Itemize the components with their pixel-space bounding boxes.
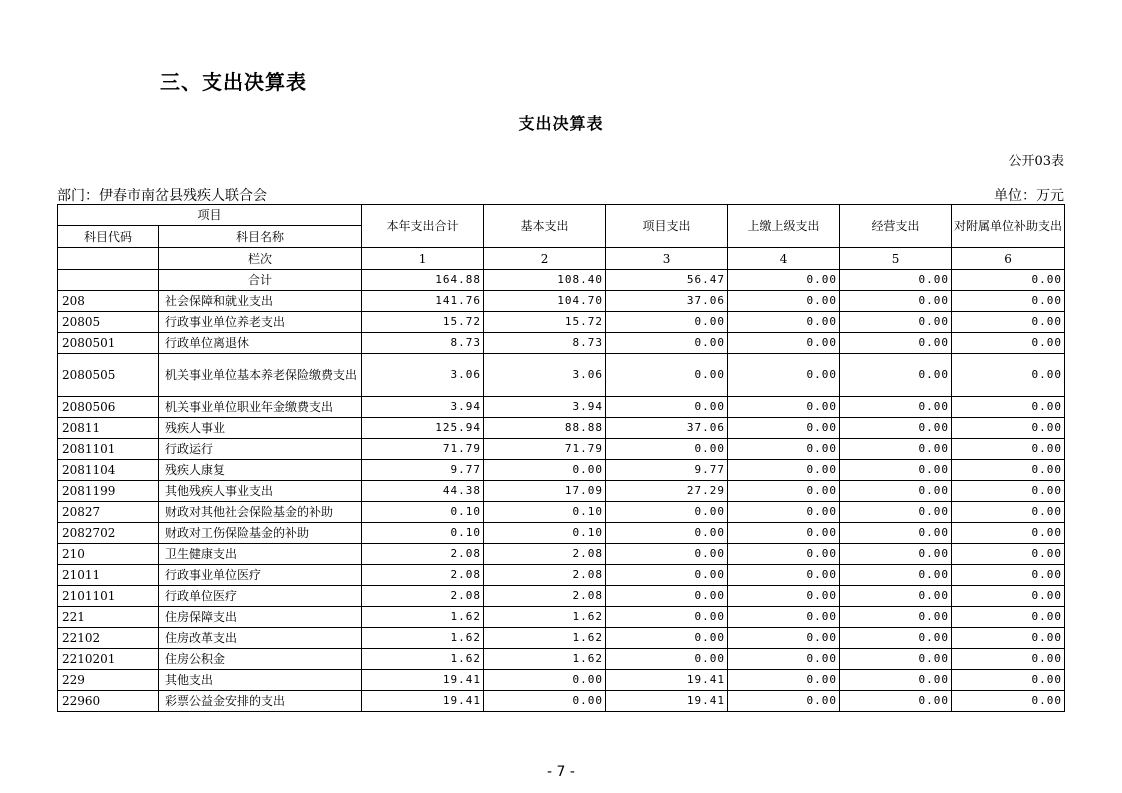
value-cell: 19.41 — [362, 670, 484, 691]
table-row — [58, 481, 1065, 502]
value-cell: 0.00 — [840, 354, 952, 397]
value-cell: 0.00 — [606, 607, 728, 628]
subject-name-cell: 卫生健康支出 — [159, 544, 362, 565]
value-cell: 3.06 — [362, 354, 484, 397]
value-cell: 0.00 — [606, 312, 728, 333]
value-cell: 37.06 — [606, 418, 728, 439]
value-cell: 0.00 — [952, 354, 1065, 397]
value-cell: 1.62 — [362, 607, 484, 628]
subject-name-cell: 行政运行 — [159, 439, 362, 460]
unit-label: 单位：万元 — [994, 188, 1064, 204]
value-cell: 0.00 — [606, 354, 728, 397]
subject-name-cell: 行政事业单位养老支出 — [159, 312, 362, 333]
value-cell: 0.00 — [952, 691, 1065, 712]
header-col-6: 对附属单位补助支出 — [952, 205, 1065, 248]
department-label: 部门：伊春市南岔县残疾人联合会 — [57, 188, 267, 204]
value-cell: 0.00 — [728, 691, 840, 712]
value-cell: 0.00 — [952, 291, 1065, 312]
total-value: 56.47 — [606, 270, 728, 291]
subject-name-cell: 社会保障和就业支出 — [159, 291, 362, 312]
subject-name-cell: 财政对工伤保险基金的补助 — [159, 523, 362, 544]
value-cell: 0.00 — [728, 397, 840, 418]
header-col-5: 经营支出 — [840, 205, 952, 248]
value-cell: 0.00 — [840, 481, 952, 502]
value-cell: 104.70 — [484, 291, 606, 312]
subject-code-cell: 2080501 — [58, 333, 159, 354]
value-cell: 0.00 — [728, 481, 840, 502]
header-col-1: 本年支出合计 — [362, 205, 484, 248]
value-cell: 0.00 — [728, 523, 840, 544]
value-cell: 0.00 — [952, 481, 1065, 502]
value-cell: 37.06 — [606, 291, 728, 312]
table-row — [58, 607, 1065, 628]
table-row — [58, 291, 1065, 312]
value-cell: 0.00 — [606, 439, 728, 460]
value-cell: 0.00 — [484, 691, 606, 712]
value-cell: 0.00 — [728, 586, 840, 607]
subject-code-cell: 2081101 — [58, 439, 159, 460]
subject-name-cell: 财政对其他社会保险基金的补助 — [159, 502, 362, 523]
value-cell: 44.38 — [362, 481, 484, 502]
value-cell: 0.00 — [952, 397, 1065, 418]
table-row — [58, 354, 1065, 397]
value-cell: 0.00 — [952, 565, 1065, 586]
total-value: 164.88 — [362, 270, 484, 291]
subject-name-cell: 住房公积金 — [159, 649, 362, 670]
value-cell: 0.00 — [840, 333, 952, 354]
subject-name-cell: 行政单位医疗 — [159, 586, 362, 607]
value-cell: 0.00 — [728, 312, 840, 333]
value-cell: 0.00 — [840, 523, 952, 544]
col-number-4: 4 — [728, 248, 840, 270]
header-item: 项目 — [58, 205, 362, 226]
value-cell: 0.00 — [840, 418, 952, 439]
subject-name-cell: 残疾人事业 — [159, 418, 362, 439]
value-cell: 0.10 — [362, 502, 484, 523]
table-row — [58, 544, 1065, 565]
col-number-3: 3 — [606, 248, 728, 270]
header-row-index: 栏次 — [159, 248, 362, 270]
value-cell: 0.00 — [728, 649, 840, 670]
header-col-3: 项目支出 — [606, 205, 728, 248]
value-cell: 0.00 — [840, 691, 952, 712]
value-cell: 3.94 — [362, 397, 484, 418]
table-row — [58, 418, 1065, 439]
value-cell: 0.00 — [840, 291, 952, 312]
value-cell: 0.00 — [606, 523, 728, 544]
value-cell: 0.00 — [728, 418, 840, 439]
value-cell: 0.00 — [840, 460, 952, 481]
section-title: 三、支出决算表 — [160, 70, 307, 94]
value-cell: 2.08 — [484, 544, 606, 565]
total-value: 108.40 — [484, 270, 606, 291]
value-cell: 0.00 — [952, 670, 1065, 691]
subject-code-cell: 22102 — [58, 628, 159, 649]
subject-code-cell: 208 — [58, 291, 159, 312]
value-cell: 0.00 — [728, 291, 840, 312]
value-cell: 0.00 — [606, 544, 728, 565]
value-cell: 0.00 — [484, 670, 606, 691]
col-number-1: 1 — [362, 248, 484, 270]
value-cell: 125.94 — [362, 418, 484, 439]
subject-code-cell: 2080505 — [58, 354, 159, 397]
value-cell: 0.00 — [728, 565, 840, 586]
value-cell: 0.00 — [728, 460, 840, 481]
value-cell: 71.79 — [484, 439, 606, 460]
value-cell: 0.00 — [952, 460, 1065, 481]
value-cell: 2.08 — [362, 565, 484, 586]
value-cell: 0.00 — [952, 586, 1065, 607]
subject-name-cell: 机关事业单位基本养老保险缴费支出 — [159, 354, 362, 397]
value-cell: 0.00 — [728, 607, 840, 628]
value-cell: 0.00 — [840, 439, 952, 460]
value-cell: 2.08 — [484, 586, 606, 607]
value-cell: 0.00 — [952, 502, 1065, 523]
subject-code-cell: 2101101 — [58, 586, 159, 607]
subject-code-cell: 2081199 — [58, 481, 159, 502]
value-cell: 0.00 — [952, 333, 1065, 354]
value-cell: 0.00 — [952, 544, 1065, 565]
value-cell: 9.77 — [606, 460, 728, 481]
subject-name-cell: 其他残疾人事业支出 — [159, 481, 362, 502]
subject-name-cell: 住房改革支出 — [159, 628, 362, 649]
value-cell: 19.41 — [362, 691, 484, 712]
subject-code-cell: 2082702 — [58, 523, 159, 544]
value-cell: 1.62 — [484, 649, 606, 670]
subject-code-cell: 2081104 — [58, 460, 159, 481]
subject-code-cell: 20827 — [58, 502, 159, 523]
value-cell: 141.76 — [362, 291, 484, 312]
value-cell: 71.79 — [362, 439, 484, 460]
total-label: 合计 — [159, 270, 362, 291]
table-row — [58, 312, 1065, 333]
value-cell: 1.62 — [362, 628, 484, 649]
subject-code-cell: 21011 — [58, 565, 159, 586]
subject-name-cell: 行政单位离退休 — [159, 333, 362, 354]
value-cell: 0.00 — [728, 628, 840, 649]
table-row — [58, 649, 1065, 670]
value-cell: 3.06 — [484, 354, 606, 397]
table-row — [58, 502, 1065, 523]
subject-name-cell: 彩票公益金安排的支出 — [159, 691, 362, 712]
value-cell: 0.00 — [606, 333, 728, 354]
value-cell: 0.00 — [840, 628, 952, 649]
value-cell: 0.00 — [728, 439, 840, 460]
header-subject-name: 科目名称 — [159, 226, 362, 248]
value-cell: 0.00 — [840, 670, 952, 691]
table-row — [58, 439, 1065, 460]
value-cell: 19.41 — [606, 691, 728, 712]
header-col-2: 基本支出 — [484, 205, 606, 248]
table-code: 公开03表 — [1008, 154, 1064, 169]
page-number: - 7 - — [547, 764, 575, 780]
subject-name-cell: 其他支出 — [159, 670, 362, 691]
value-cell: 0.00 — [840, 565, 952, 586]
value-cell: 2.08 — [362, 544, 484, 565]
subject-code-cell: 20805 — [58, 312, 159, 333]
total-value: 0.00 — [840, 270, 952, 291]
value-cell: 2.08 — [362, 586, 484, 607]
value-cell: 0.00 — [840, 586, 952, 607]
subject-name-cell: 住房保障支出 — [159, 607, 362, 628]
value-cell: 0.00 — [606, 502, 728, 523]
value-cell: 0.00 — [606, 586, 728, 607]
value-cell: 88.88 — [484, 418, 606, 439]
table-row — [58, 628, 1065, 649]
value-cell: 0.00 — [606, 649, 728, 670]
value-cell: 0.00 — [952, 523, 1065, 544]
header-col-4: 上缴上级支出 — [728, 205, 840, 248]
value-cell: 15.72 — [362, 312, 484, 333]
table-row — [58, 670, 1065, 691]
subject-code-cell: 2080506 — [58, 397, 159, 418]
expenditure-table — [57, 204, 1065, 712]
subject-name-cell: 残疾人康复 — [159, 460, 362, 481]
value-cell: 1.62 — [484, 607, 606, 628]
value-cell: 0.00 — [952, 607, 1065, 628]
value-cell: 1.62 — [484, 628, 606, 649]
value-cell: 0.00 — [840, 397, 952, 418]
value-cell: 15.72 — [484, 312, 606, 333]
subject-name-cell: 机关事业单位职业年金缴费支出 — [159, 397, 362, 418]
value-cell: 0.00 — [728, 354, 840, 397]
col-number-2: 2 — [484, 248, 606, 270]
value-cell: 0.00 — [840, 649, 952, 670]
subject-code-cell: 2210201 — [58, 649, 159, 670]
table-row — [58, 586, 1065, 607]
value-cell: 0.00 — [728, 502, 840, 523]
value-cell: 0.00 — [606, 628, 728, 649]
total-row — [58, 270, 1065, 291]
subject-name-cell: 行政事业单位医疗 — [159, 565, 362, 586]
value-cell: 0.00 — [952, 312, 1065, 333]
value-cell: 17.09 — [484, 481, 606, 502]
table-row — [58, 691, 1065, 712]
subject-code-cell: 22960 — [58, 691, 159, 712]
value-cell: 8.73 — [484, 333, 606, 354]
subject-code-cell: 221 — [58, 607, 159, 628]
header-subject-code: 科目代码 — [58, 226, 159, 248]
table-row — [58, 333, 1065, 354]
total-value: 0.00 — [952, 270, 1065, 291]
value-cell: 0.00 — [606, 397, 728, 418]
col-number-6: 6 — [952, 248, 1065, 270]
subject-code-cell: 20811 — [58, 418, 159, 439]
value-cell: 0.10 — [484, 502, 606, 523]
value-cell: 0.00 — [484, 460, 606, 481]
value-cell: 0.00 — [728, 544, 840, 565]
value-cell: 0.00 — [952, 628, 1065, 649]
subject-code-cell: 210 — [58, 544, 159, 565]
value-cell: 0.00 — [606, 565, 728, 586]
value-cell: 0.10 — [362, 523, 484, 544]
total-value: 0.00 — [728, 270, 840, 291]
subject-code-cell: 229 — [58, 670, 159, 691]
table-row — [58, 565, 1065, 586]
value-cell: 0.00 — [728, 670, 840, 691]
document-title: 支出决算表 — [518, 114, 604, 133]
value-cell: 2.08 — [484, 565, 606, 586]
value-cell: 3.94 — [484, 397, 606, 418]
value-cell: 9.77 — [362, 460, 484, 481]
value-cell: 0.00 — [952, 418, 1065, 439]
table-row — [58, 523, 1065, 544]
value-cell: 27.29 — [606, 481, 728, 502]
value-cell: 0.00 — [840, 502, 952, 523]
value-cell: 8.73 — [362, 333, 484, 354]
value-cell: 0.00 — [840, 312, 952, 333]
value-cell: 1.62 — [362, 649, 484, 670]
value-cell: 0.10 — [484, 523, 606, 544]
value-cell: 0.00 — [952, 649, 1065, 670]
table-row — [58, 397, 1065, 418]
value-cell: 0.00 — [840, 607, 952, 628]
col-number-5: 5 — [840, 248, 952, 270]
value-cell: 0.00 — [728, 333, 840, 354]
value-cell: 0.00 — [952, 439, 1065, 460]
table-row — [58, 460, 1065, 481]
value-cell: 19.41 — [606, 670, 728, 691]
value-cell: 0.00 — [840, 544, 952, 565]
